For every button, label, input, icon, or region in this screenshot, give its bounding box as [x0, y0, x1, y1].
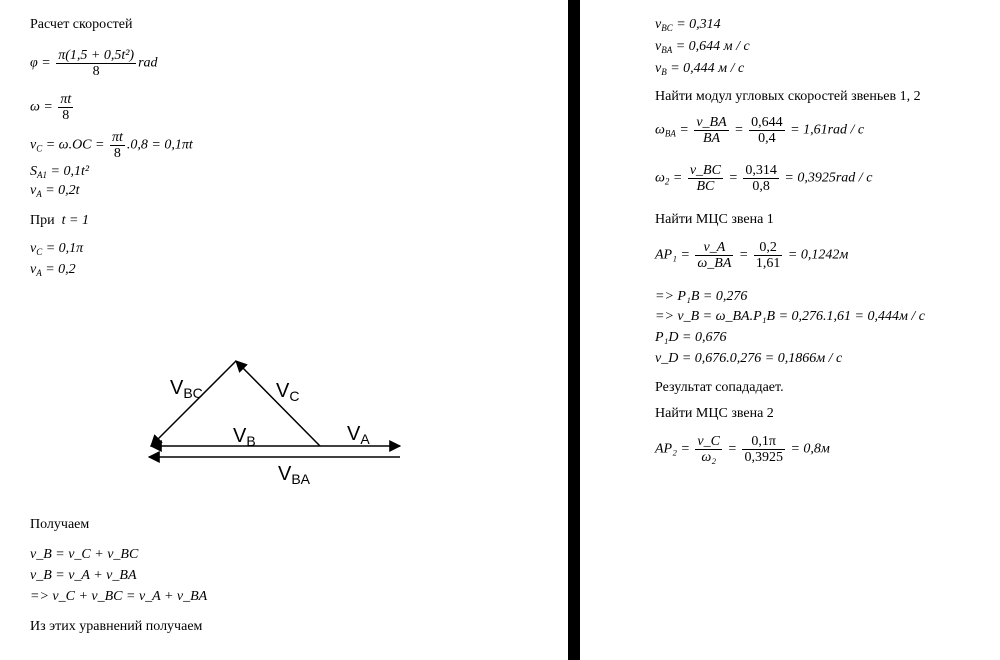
va-equation: $v_A = 0,2t$	[30, 183, 80, 199]
find-icz-2-heading: Найти МЦС звена 2	[655, 406, 774, 421]
phi-equation: φ = $\frac{\text{π(1,5 + 0,5t²)}}{8}$ rad	[30, 48, 158, 79]
find-icz-1-heading: Найти МЦС звена 1	[655, 212, 774, 227]
omega-2-equation: $\omega_2$ = $\frac{v\_BC}{BC}$ = $\frac{0,314}{0,8}$ = 0,3925rad / c	[655, 163, 873, 194]
ap2-equation: AP₂ = $\frac{v\_C}{\text{ω₂}}$ = $\frac{0,1\pi}{0,3925}$ = 0,8м	[655, 434, 830, 465]
omega-equation: ω = $\frac{\pi t}{8}$	[30, 92, 72, 123]
va-value: $v_A = 0,2$	[30, 262, 76, 278]
va-label: $V_A$	[347, 423, 370, 447]
result-statement: Результат сопададает.	[655, 380, 784, 395]
when-condition: При t = 1	[30, 213, 89, 228]
omega-ba-equation: $\omega_{BA}$ = $\frac{v\_BA}{BA}$ = $\frac{0,644}{0,4}$ = 1,61rad / c	[655, 115, 865, 146]
vc-value: $v_C = 0,1\pi$	[30, 241, 84, 257]
vector-equation-2: v_B = v_A + v_BA	[30, 568, 137, 583]
vb-label: $V_B$	[233, 425, 256, 449]
vbc-label: $V_{BC}$	[170, 377, 203, 401]
vbc-value: $v_{BC} = 0,314$	[655, 17, 721, 33]
vc-equation: $v_C = \omega.OC$ = $\frac{\pi t}{8}$ .0,8 = 0,1πt	[30, 130, 193, 161]
vb-check-equation: => v_B = ω_BA.P₁B = 0,276.1,61 = 0,444м / с	[655, 309, 925, 324]
vector-equation-3: => v_C + v_BC = v_A + v_BA	[30, 589, 208, 604]
page-divider	[568, 0, 580, 660]
getting-label: Получаем	[30, 517, 90, 532]
ap1-equation: AP₁ = $\frac{v\_A}{\omega\_BA}$ = $\frac{0,2}{1,61}$ = 0,1242м	[655, 240, 849, 271]
sa-equation: $S_{A1} = 0,1t^2$	[30, 164, 90, 180]
find-omega-heading: Найти модул угловых скоростей звеньев 1, 2	[655, 89, 921, 104]
vector-equation-1: v_B = v_C + v_BC	[30, 547, 139, 562]
p1b-equation: => P₁B = 0,276	[655, 289, 748, 304]
vc-label: $V_C$	[276, 380, 300, 404]
vba-value: $v_{BA} = 0,644$ м / с	[655, 39, 750, 55]
vb-value: $v_B = 0,444$ м / с	[655, 61, 745, 77]
section-heading: Расчет скоростей	[30, 17, 133, 32]
vba-label: $V_{BA}$	[278, 463, 311, 487]
from-equations-label: Из этих уравнений получаем	[30, 619, 203, 634]
vd-equation: v_D = 0,676.0,276 = 0,1866м / с	[655, 351, 843, 366]
p1d-equation: P₁D = 0,676	[655, 330, 727, 345]
